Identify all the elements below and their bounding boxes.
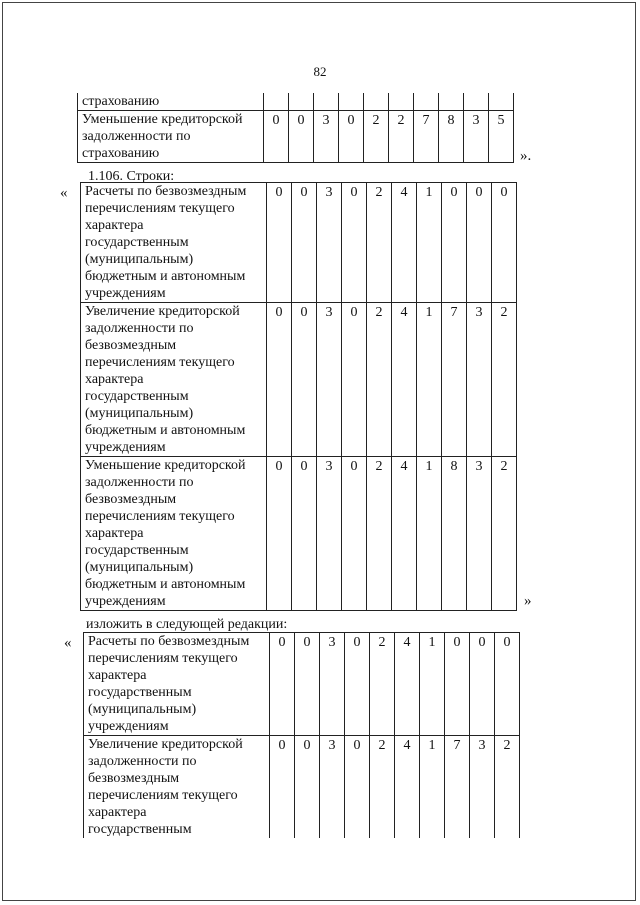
code-digit: 2 xyxy=(492,303,517,457)
code-digit: 3 xyxy=(317,303,342,457)
code-digit: 3 xyxy=(320,633,345,736)
code-digit: 3 xyxy=(467,457,492,611)
code-digit: 3 xyxy=(464,111,489,163)
code-digit xyxy=(414,93,439,111)
code-digit: 0 xyxy=(470,633,495,736)
code-digit: 8 xyxy=(442,457,467,611)
code-digit: 0 xyxy=(442,183,467,303)
code-digit: 3 xyxy=(317,183,342,303)
code-digit: 0 xyxy=(292,457,317,611)
code-digit: 4 xyxy=(395,633,420,736)
code-digit: 7 xyxy=(414,111,439,163)
code-digit: 0 xyxy=(342,183,367,303)
row-label: Уменьшение кредиторской задолженности по безвозмездным перечислениям текущего характера государственным (муниципальным) бюджетным и автономным учреждениям xyxy=(81,457,267,611)
code-digit: 3 xyxy=(467,303,492,457)
code-digit: 8 xyxy=(439,111,464,163)
code-digit: 0 xyxy=(345,633,370,736)
section-heading: 1.106. Строки: xyxy=(88,169,175,184)
table-row xyxy=(81,457,517,611)
code-digit: 0 xyxy=(289,111,314,163)
code-digit: 3 xyxy=(320,736,345,839)
table-mid xyxy=(80,182,517,611)
code-digit: 1 xyxy=(420,633,445,736)
code-digit: 2 xyxy=(370,633,395,736)
code-digit: 1 xyxy=(417,457,442,611)
open-quote: « xyxy=(60,185,68,201)
code-digit: 2 xyxy=(367,303,392,457)
code-digit: 2 xyxy=(389,111,414,163)
code-digit xyxy=(264,93,289,111)
code-digit: 1 xyxy=(417,303,442,457)
table-row xyxy=(84,736,520,839)
code-digit: 7 xyxy=(442,303,467,457)
row-label: Увеличение кредиторской задолженности по безвозмездным перечислениям текущего характера государственным (муниципальным) бюджетным и автономным учреждениям xyxy=(81,303,267,457)
table-top xyxy=(77,93,514,163)
code-digit: 7 xyxy=(445,736,470,839)
code-digit: 4 xyxy=(395,736,420,839)
table-row xyxy=(84,633,520,736)
page-number: 82 xyxy=(313,64,327,79)
code-digit: 0 xyxy=(270,736,295,839)
table-bottom xyxy=(83,632,520,838)
table-row xyxy=(81,303,517,457)
code-digit: 0 xyxy=(445,633,470,736)
code-digit: 2 xyxy=(495,736,520,839)
code-digit xyxy=(439,93,464,111)
code-digit xyxy=(339,93,364,111)
table-top-body xyxy=(78,93,514,163)
row-label: страхованию xyxy=(78,93,264,111)
row-label: Расчеты по безвозмездным перечислениям текущего характера государственным (муниципальным) учреждениям xyxy=(84,633,270,736)
table-row xyxy=(78,111,514,163)
code-digit: 1 xyxy=(420,736,445,839)
code-digit: 2 xyxy=(367,183,392,303)
table-row xyxy=(81,183,517,303)
code-digit: 1 xyxy=(417,183,442,303)
code-digit: 0 xyxy=(492,183,517,303)
close-quote-dot: ». xyxy=(520,148,532,164)
code-digit xyxy=(314,93,339,111)
code-digit: 4 xyxy=(392,183,417,303)
code-digit xyxy=(289,93,314,111)
table-bottom-body xyxy=(84,633,520,839)
code-digit xyxy=(464,93,489,111)
code-digit: 0 xyxy=(295,633,320,736)
code-digit: 0 xyxy=(295,736,320,839)
code-digit: 4 xyxy=(392,303,417,457)
code-digit: 0 xyxy=(267,303,292,457)
row-label: Уменьшение кредиторской задолженности по страхованию xyxy=(78,111,264,163)
code-digit: 0 xyxy=(292,183,317,303)
code-digit: 5 xyxy=(489,111,514,163)
code-digit: 0 xyxy=(342,303,367,457)
code-digit: 0 xyxy=(267,457,292,611)
code-digit: 3 xyxy=(470,736,495,839)
code-digit: 0 xyxy=(292,303,317,457)
code-digit: 0 xyxy=(270,633,295,736)
row-label: Расчеты по безвозмездным перечислениям текущего характера государственным (муниципальным) бюджетным и автономным учреждениям xyxy=(81,183,267,303)
code-digit: 0 xyxy=(267,183,292,303)
code-digit: 2 xyxy=(364,111,389,163)
code-digit: 4 xyxy=(392,457,417,611)
code-digit: 0 xyxy=(495,633,520,736)
row-label: Увеличение кредиторской задолженности по безвозмездным перечислениям текущего характера государственным xyxy=(84,736,270,839)
code-digit xyxy=(489,93,514,111)
code-digit: 0 xyxy=(467,183,492,303)
code-digit xyxy=(364,93,389,111)
code-digit xyxy=(389,93,414,111)
code-digit: 2 xyxy=(370,736,395,839)
code-digit: 0 xyxy=(342,457,367,611)
code-digit: 3 xyxy=(317,457,342,611)
code-digit: 0 xyxy=(264,111,289,163)
replace-text: изложить в следующей редакции: xyxy=(86,617,288,632)
code-digit: 0 xyxy=(345,736,370,839)
close-quote: » xyxy=(524,593,532,609)
code-digit: 2 xyxy=(367,457,392,611)
table-row xyxy=(78,93,514,111)
code-digit: 0 xyxy=(339,111,364,163)
open-quote: « xyxy=(64,635,72,651)
table-mid-body xyxy=(81,183,517,611)
code-digit: 3 xyxy=(314,111,339,163)
code-digit: 2 xyxy=(492,457,517,611)
